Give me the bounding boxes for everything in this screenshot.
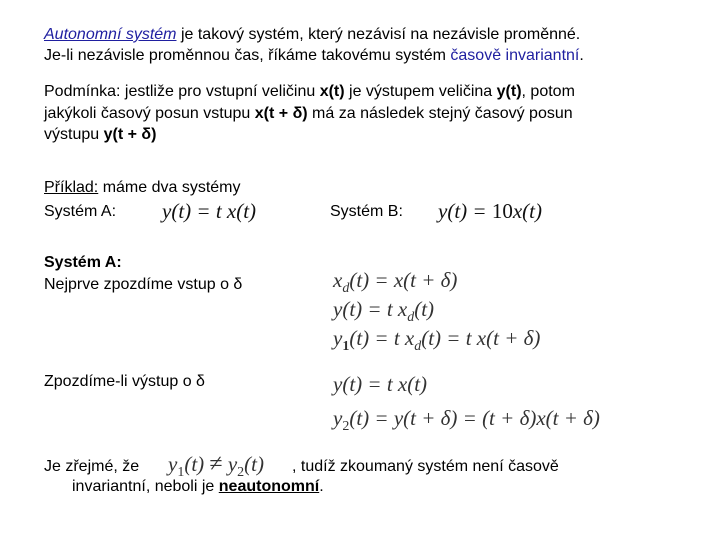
term-autonomous-system: Autonomní systém [44, 26, 177, 43]
conclusion-post: , tudíž zkoumaný systém není časově [292, 458, 559, 475]
intro-line-2-text: Je-li nezávisle proměnnou čas, říkáme takovému systém [44, 47, 451, 64]
equation-y1: $y_1(t) = t$ $x_d(t) = t$ x(t + δ) [333, 326, 541, 355]
condition-line-1: Podmínka: jestliže pro vstupní veličinu x(t) je výstupem veličina y(t), potom [44, 83, 575, 100]
intro-line-1-text: je takový systém, který nezávisí na nezávisle proměnné. [176, 26, 581, 43]
condition-line-2: jakýkoli časový posun vstupu x(t + δ) má za následek stejný časový posun [44, 105, 573, 122]
conclusion-pre: Je zřejmé, že [44, 458, 140, 475]
output-shifted: y(t + δ) [103, 126, 157, 143]
example-line: Příklad: máme dva systémy [44, 179, 241, 196]
example-label: Příklad: [44, 179, 99, 196]
input-shifted: x(t + δ) [254, 105, 308, 122]
intro-line-2: Je-li nezávisle proměnnou čas, říkáme takovému systém časově invariantní. [44, 47, 584, 64]
system-a-label: Systém A: [44, 203, 117, 220]
equation-delayed-input: $x_d(t) = x(t + \delta)$ [333, 268, 458, 297]
equation-output-delayed-input: y(t) = t $x_d(t)$ [333, 297, 435, 326]
equation-y2: $y_2(t) = y(t + \delta) = (t + \delta)x(t + \delta)$ [333, 406, 600, 435]
conclusion-line-2: invariantní, neboli je neautonomní. [72, 478, 324, 495]
step-delay-input: Nejprve zpozdíme vstup o δ [44, 276, 243, 293]
term-non-autonomous: neautonomní [218, 478, 320, 495]
equation-system-a: y(t) = t x(t) [333, 372, 428, 396]
term-time-invariant: časově invariantní [450, 47, 580, 64]
condition-line-3: výstupu y(t + δ) [44, 126, 157, 143]
analysis-heading: Systém A: [44, 254, 122, 271]
step-delay-output: Zpozdíme-li výstup o δ [44, 373, 205, 390]
system-b-label: Systém B: [330, 203, 403, 220]
system-a-equation: y(t) = t x(t) [162, 199, 257, 223]
intro-line-1 [44, 24, 580, 45]
output-y-t: y(t) [496, 83, 522, 100]
input-x-t: x(t) [319, 83, 345, 100]
equation-inequality: $y_1(t) \ne y_2(t)$ [168, 451, 264, 481]
system-b-equation: y(t) = 10x(t) [438, 199, 542, 223]
